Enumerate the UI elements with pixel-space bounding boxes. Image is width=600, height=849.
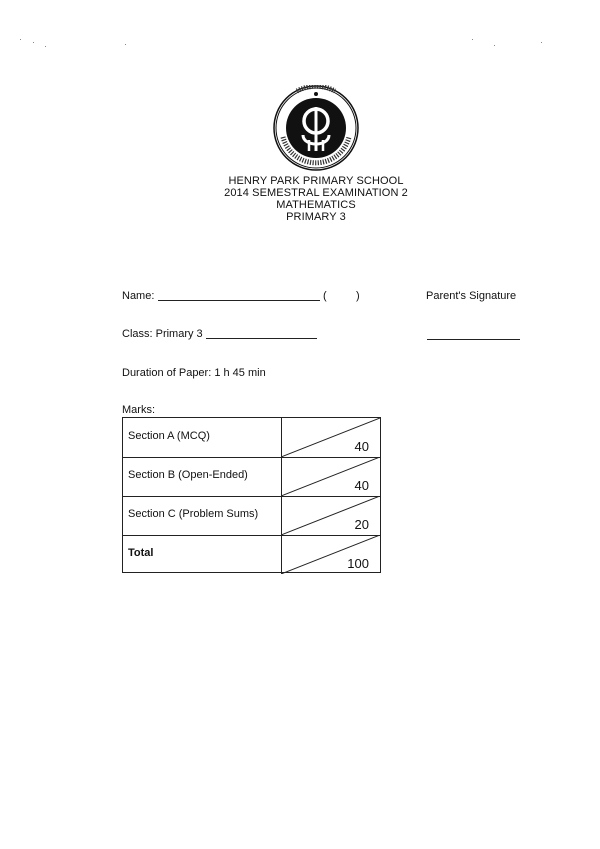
school-name: HENRY PARK PRIMARY SCHOOL xyxy=(228,175,404,187)
scan-speck xyxy=(125,44,126,45)
section-name: Section C (Problem Sums) xyxy=(128,508,259,520)
parent-signature-label: Parent's Signature xyxy=(426,290,517,302)
name-label: Name: xyxy=(122,290,155,302)
scan-speck xyxy=(20,39,21,40)
marks-table xyxy=(122,417,381,573)
exam-title: 2014 SEMESTRAL EXAMINATION 2 xyxy=(224,187,408,199)
subject-title: MATHEMATICS xyxy=(276,199,356,211)
section-name: Section B (Open-Ended) xyxy=(128,469,248,481)
marks-row-total xyxy=(123,535,380,574)
marks-row-section-a xyxy=(123,418,380,457)
class-label: Class: Primary 3 xyxy=(122,328,203,340)
class-field-line[interactable] xyxy=(206,338,317,339)
level-title: PRIMARY 3 xyxy=(286,211,346,223)
index-close-paren: ) xyxy=(356,290,360,302)
total-max-marks: 100 xyxy=(347,556,369,571)
marks-row-section-c xyxy=(123,496,380,535)
name-field-line[interactable] xyxy=(158,300,320,301)
scan-speck xyxy=(45,46,46,47)
scan-speck xyxy=(541,42,542,43)
marks-label: Marks: xyxy=(122,404,155,416)
marks-row-section-b xyxy=(123,457,380,496)
index-open-paren: ( xyxy=(323,290,327,302)
total-label: Total xyxy=(128,547,154,559)
scan-speck xyxy=(33,42,34,43)
section-max-marks: 40 xyxy=(354,478,369,493)
section-max-marks: 40 xyxy=(354,439,369,454)
scan-speck xyxy=(494,45,495,46)
duration-of-paper: Duration of Paper: 1 h 45 min xyxy=(122,367,266,379)
school-crest-logo xyxy=(273,85,359,171)
section-max-marks: 20 xyxy=(354,517,369,532)
parent-signature-line[interactable] xyxy=(427,339,520,340)
exam-header xyxy=(0,175,600,223)
scan-speck xyxy=(472,39,473,40)
section-name: Section A (MCQ) xyxy=(128,430,210,442)
